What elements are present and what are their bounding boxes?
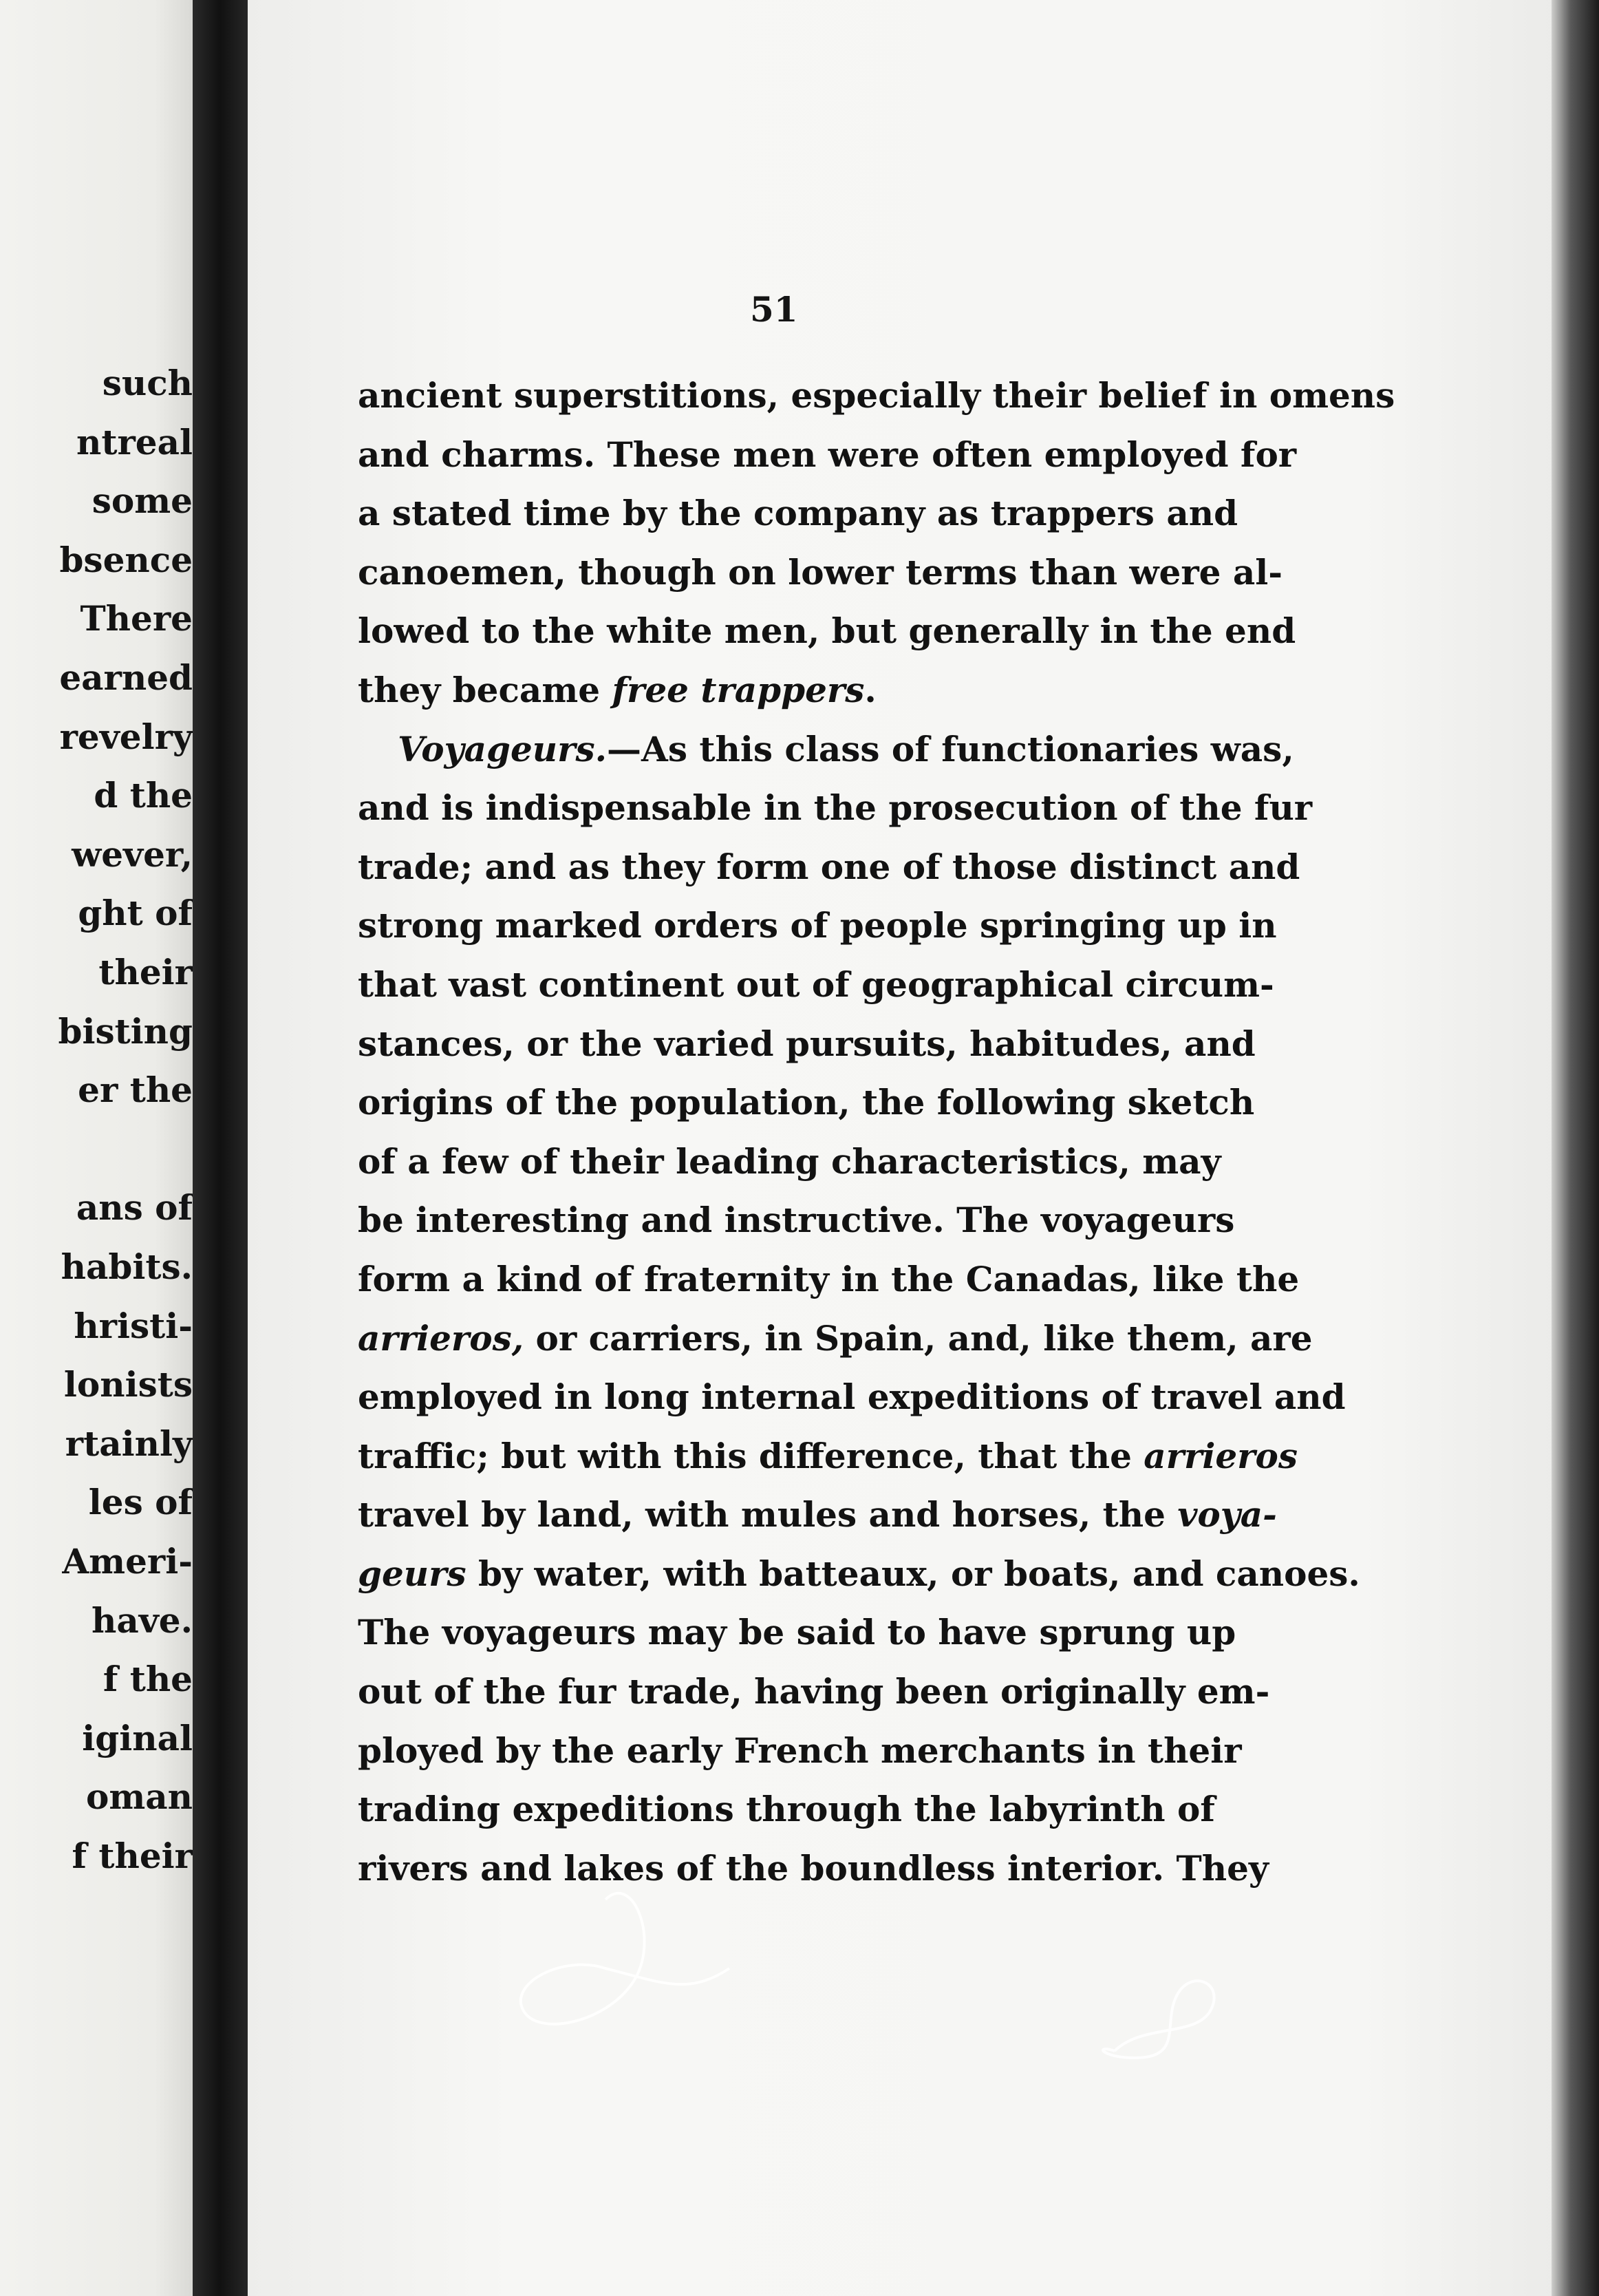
text-span: . [864, 669, 877, 710]
text-span: strong marked orders of people springing up in [358, 905, 1277, 946]
left-page-line-fragment: have. [91, 1599, 193, 1641]
text-span: or carriers, in Spain, and, like them, are [524, 1317, 1313, 1359]
page-number: 51 [750, 289, 798, 330]
body-text-line [358, 1368, 1346, 1427]
text-span: by water, with batteaux, or boats, and canoes. [466, 1553, 1360, 1594]
text-span: lowed to the white men, but generally in the end [358, 610, 1296, 652]
text-span: trade; and as they form one of those distinct and [358, 846, 1300, 887]
left-page-line-fragment: d the [94, 775, 193, 816]
left-page-line-fragment: their [98, 952, 193, 992]
text-span: traffic; but with this difference, that the [358, 1435, 1144, 1476]
body-text-line [358, 543, 1283, 602]
left-page-line-fragment: wever, [72, 833, 193, 875]
left-page-line-fragment: lonists [63, 1364, 193, 1405]
left-page-line-fragment: such [102, 363, 193, 403]
body-text-line [358, 425, 1297, 485]
text-span: trading expeditions through the labyrinth of [358, 1789, 1215, 1830]
text-span: origins of the population, the following sketch [358, 1082, 1255, 1123]
body-text-line [358, 661, 1197, 720]
body-text-line [358, 1544, 1360, 1604]
body-text-line [358, 955, 1274, 1014]
body-text-line [358, 838, 1300, 897]
text-span: form a kind of fraternity in the Canadas, like the [358, 1258, 1300, 1299]
left-page-line-fragment: f their [72, 1836, 193, 1876]
text-span: they became [358, 669, 612, 710]
left-page-line-fragment: iginal [82, 1717, 193, 1758]
left-page-line-fragment: hristi- [74, 1305, 193, 1346]
italic-text-span: arrieros, [358, 1317, 524, 1359]
text-span: canoemen, though on lower terms than were al- [358, 551, 1283, 593]
left-page-line-fragment: earned [59, 657, 193, 698]
body-text-line [358, 1309, 1313, 1368]
italic-text-span: arrieros [1144, 1435, 1298, 1476]
text-span: ancient superstitions, especially their belief in omens [358, 375, 1395, 416]
body-text-line [358, 1073, 1255, 1132]
left-page-line-fragment: habits. [61, 1246, 193, 1287]
text-span: and charms. These men were often employed for [358, 434, 1297, 475]
text-span: of a few of their leading characteristics, may [358, 1140, 1221, 1182]
book-gutter [193, 0, 248, 2296]
left-page-line-fragment: bsence [59, 539, 193, 580]
left-page-line-fragment: er the [78, 1070, 193, 1111]
text-span: The voyageurs may be said to have sprung up [358, 1612, 1236, 1653]
text-span: rivers and lakes of the boundless interior. They [358, 1847, 1269, 1889]
text-span: ployed by the early French merchants in their [358, 1730, 1242, 1771]
stain-mark-left [521, 1893, 729, 2024]
page-body-text [358, 366, 1395, 1898]
left-page-line-fragment: ght of [78, 893, 193, 934]
body-text-line [358, 366, 1395, 425]
body-text-line [358, 778, 1313, 838]
stain-mark-right [1103, 1981, 1214, 2058]
body-text-line [358, 1427, 1298, 1486]
italic-text-span: geurs [358, 1553, 466, 1594]
left-page-line-fragment: There [80, 598, 193, 639]
page-edge-shadow [1552, 0, 1599, 2296]
body-text-line [358, 1662, 1270, 1721]
body-text-line [358, 1132, 1221, 1191]
body-text-line [358, 1485, 1277, 1544]
left-page-line-fragment: rtainly [65, 1423, 193, 1464]
text-span: and is indispensable in the prosecution of the fur [358, 787, 1313, 829]
left-page-line-fragment: some [92, 480, 193, 522]
left-page-line-fragment: f the [103, 1659, 193, 1700]
text-span: out of the fur trade, having been originally em- [358, 1671, 1270, 1712]
body-text-line [358, 896, 1277, 955]
italic-text-span: Voyageurs. [398, 728, 608, 769]
body-text-line [358, 1191, 1235, 1250]
body-text-line [358, 1014, 1256, 1074]
body-text-line [358, 1839, 1269, 1898]
left-page-line-fragment: ntreal [76, 421, 193, 463]
text-span: be interesting and instructive. The voyageurs [358, 1200, 1235, 1241]
text-span: travel by land, with mules and horses, the [358, 1494, 1178, 1535]
body-text-line [358, 602, 1296, 661]
left-page-line-fragment: oman [85, 1776, 193, 1818]
left-page-line-fragment: les of [88, 1482, 193, 1523]
body-text-line [358, 1603, 1236, 1662]
left-page-line-fragment: revelry [59, 716, 193, 757]
left-page-line-fragment: ans of [76, 1187, 193, 1229]
body-text-line [358, 1721, 1242, 1781]
text-span: that vast continent out of geographical circum- [358, 964, 1274, 1005]
body-text-line [358, 1250, 1300, 1309]
body-text-line [358, 484, 1238, 543]
body-text-line [358, 720, 1294, 779]
text-span: stances, or the varied pursuits, habitudes, and [358, 1023, 1256, 1064]
left-page-line-fragment: bisting [58, 1010, 193, 1052]
italic-text-span: free trappers [612, 669, 865, 710]
text-span: a stated time by the company as trappers and [358, 493, 1238, 534]
body-text-line [358, 1780, 1215, 1839]
left-page [0, 0, 193, 2296]
left-page-line-fragment: Ameri- [62, 1541, 193, 1582]
text-span: —As this class of functionaries was, [607, 728, 1294, 769]
text-span: employed in long internal expeditions of travel and [358, 1376, 1346, 1418]
italic-text-span: voya- [1177, 1494, 1277, 1535]
